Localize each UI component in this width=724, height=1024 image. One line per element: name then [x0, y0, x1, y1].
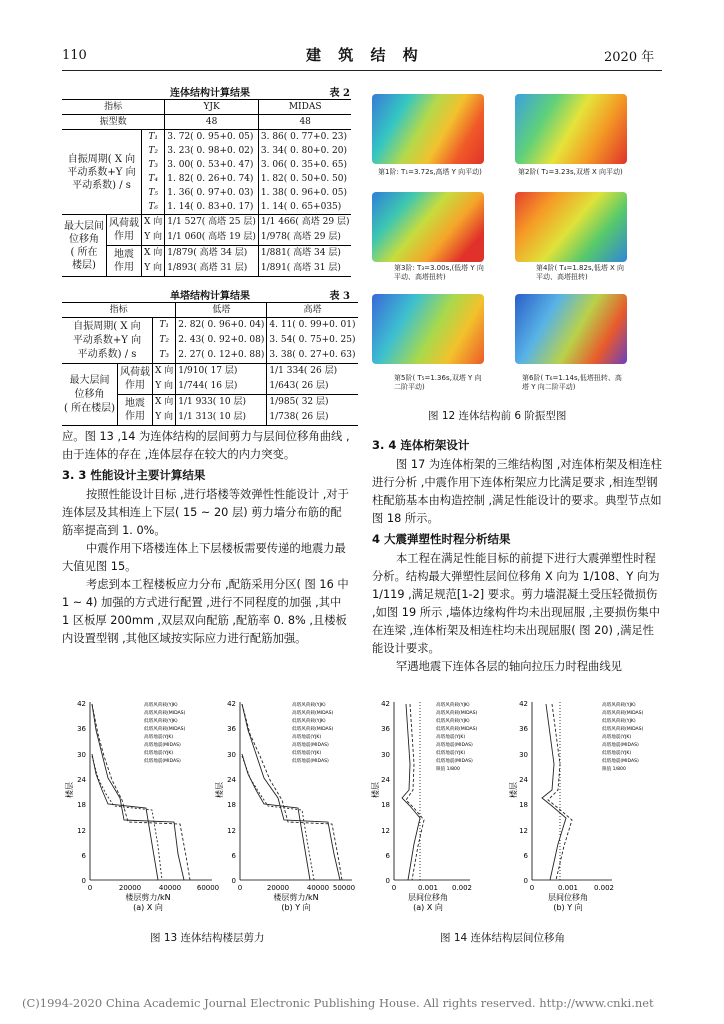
table2-period-midas: 3. 86( 0. 77+0. 23): [260, 131, 347, 142]
fig13a-ytick: 6: [81, 852, 86, 860]
table2-drift-label: 最大层间 位移角 ( 所在 楼层): [62, 215, 107, 277]
table2: [62, 99, 351, 277]
mode-shape-6-image: [515, 294, 627, 364]
fig13b-ytick: 30: [227, 751, 236, 759]
fig13b-legend-item: 高塔风荷载(YJK): [292, 703, 326, 708]
table2-mode-count-label: 振型数: [62, 115, 165, 130]
fig14a-xlabel: 层间位移角: [408, 893, 448, 902]
fig13b-ytick: 12: [227, 827, 236, 835]
table2-period-midas: 1. 38( 0. 96+0. 05): [260, 187, 347, 198]
fig13b-xtick: 40000: [306, 884, 330, 892]
fig13a-ytick: 30: [77, 751, 86, 759]
figure14: [372, 694, 664, 926]
fig13b-ytick: 18: [227, 801, 236, 809]
fig14a-ylabel: 楼层: [371, 782, 380, 798]
mode-label-3: 第3阶: T₃=3.00s,(低塔 Y 向 平动、高塔扭转): [394, 264, 484, 281]
table2-mode-count-yjk: 48: [165, 115, 259, 130]
table3-drift-high: 1/985( 32 层): [269, 397, 329, 407]
copyright-footer: (C)1994-2020 China Academic Journal Electronic Publishing House. All rights reserved. http://www.cnki.net: [22, 996, 654, 1010]
left-paragraph-4: 考虑到本工程楼板应力分布 ,配筋采用分区( 图 16 中 1 ~ 4) 加强的方式进行配置 ,进行不同程度的加强 ,其中 1 区板厚 200mm ,双层双向配筋 ,配筋率 0. 8% ,且楼板内设置型钢 ,其他区域按实际应力进行配筋加强。: [62, 578, 349, 645]
fig14b-ytick: 30: [519, 751, 528, 759]
fig13a-legend-item: 低塔风荷载(YJK): [144, 719, 178, 724]
fig14b-xtick: 0: [529, 884, 535, 892]
table3-drift-dir: Y 向: [152, 410, 175, 426]
fig14a-curve-2: [406, 704, 424, 880]
right-paragraph-1: 图 17 为连体桁架的三维结构图 ,对连体桁架及相连柱进行分析 ,中震作用下连体桁架应力比满足要求 ,相连型钢柱配筋基本由构造控制 ,满足性能设计的要求。典型节点如图 18 所示。: [372, 458, 662, 525]
section-3-4-heading: 3. 4 连体桁架设计: [372, 438, 470, 452]
table2-period-yjk: 3. 23( 0. 98+0. 02): [165, 144, 259, 158]
left-paragraph-2: 按照性能设计目标 ,进行塔楼等效弹性性能设计 ,对于连体层及其相连上下层( 15 ~ 20 层) 剪力墙分布筋的配筋率提高到 1. 0%。: [62, 488, 349, 537]
table2-drift-midas: 1/1 466( 高塔 29 层): [260, 217, 350, 227]
fig14a-legend-item: 高塔风荷载(YJK): [436, 703, 470, 708]
fig13b-legend-item: 低塔地震(YJK): [292, 751, 322, 756]
table3-drift-dir: X 向: [152, 364, 175, 380]
table3-wind-label: 风荷载 作用: [117, 364, 152, 395]
fig13b-legend-item: 低塔风荷载(YJK): [292, 719, 326, 724]
fig14a-ytick: 6: [385, 852, 390, 860]
figure12-caption: 图 12 连体结构前 6 阶振型图: [428, 410, 567, 422]
fig14a-legend-item: 低塔地震(YJK): [436, 751, 466, 756]
table3-drift-low: 1/1 313( 10 层): [176, 410, 267, 426]
fig13b-ytick: 42: [227, 700, 236, 708]
fig13a-ytick: 36: [77, 725, 86, 733]
left-body-text: [62, 428, 352, 648]
fig14b-ytick: 12: [519, 827, 528, 835]
right-paragraph-3: 罕遇地震下连体各层的轴向拉压力时程曲线见: [396, 660, 622, 673]
table2-period-yjk: 3. 72( 0. 95+0. 05): [165, 130, 259, 145]
fig13b-panel: [214, 700, 355, 912]
table3-period-label: 自振周期( X 向 平动系数+Y 向 平动系数) / s: [62, 318, 152, 364]
table2-period-yjk: 1. 14( 0. 83+0. 17): [165, 200, 259, 215]
table3-drift-high: 1/643( 26 层): [269, 381, 329, 391]
fig14a-curve-1: [402, 704, 420, 880]
fig14b-xlabel: 层间位移角: [548, 893, 588, 902]
table2-wind-label: 风荷载 作用: [107, 215, 142, 246]
table3-number: 表 3: [329, 291, 350, 302]
table3-period-low: 2. 82( 0. 96+0. 04): [176, 318, 267, 334]
fig13a-panel: [64, 700, 219, 912]
table3-period-low: 2. 43( 0. 92+0. 08): [176, 333, 267, 348]
fig13b-legend-item: 高塔地震(MIDAS): [292, 743, 329, 748]
figure13-caption: 图 13 连体结构楼层剪力: [150, 932, 265, 944]
fig14b-subcaption: (b) Y 向: [553, 903, 583, 912]
table2-period-midas: 1. 14( 0. 65+035): [260, 201, 342, 212]
right-paragraph-2: 本工程在满足性能目标的前提下进行大震弹塑性时程分析。结构最大弹塑性层间位移角 X 向为 1/108、Y 向为 1/119 ,满足规范[1-2] 要求。剪力墙混凝土受压轻微损伤 ,如图 19 所示 ,墙体边缘构件均未出现屈服 ,主要损伤集中在连梁 ,连体桁架及相连柱均未出现屈服( 图 20) ,满足性能设计要求。: [372, 552, 661, 655]
journal-year: 2020 年: [604, 50, 655, 65]
table2-period-midas: 3. 06( 0. 35+0. 65): [260, 159, 347, 170]
fig13b-ytick: 36: [227, 725, 236, 733]
fig14a-legend-item: 高塔风荷载(MIDAS): [436, 711, 478, 716]
table2-drift-midas: 1/891( 高塔 31 层): [260, 263, 341, 273]
fig13a-xlabel: 楼层剪力/kN: [125, 893, 171, 902]
fig13a-xtick: 60000: [196, 884, 220, 892]
fig14b-ytick: 24: [519, 776, 528, 784]
table2-drift-yjk: 1/1 527( 高塔 25 层): [165, 215, 259, 231]
figure12: [370, 84, 662, 414]
fig14a-ytick: 42: [381, 700, 390, 708]
fig14a-ytick: 30: [381, 751, 390, 759]
table2-drift-dir: X 向: [142, 246, 165, 262]
table2-period-midas: 3. 34( 0. 80+0. 20): [260, 145, 347, 156]
fig14a-legend-item: 低塔风荷载(YJK): [436, 719, 470, 724]
table2-header-midas: MIDAS: [288, 101, 322, 112]
fig13a-legend-item: 高塔地震(YJK): [144, 735, 174, 740]
fig13a-legend-item: 低塔地震(MIDAS): [144, 759, 181, 764]
mode-shape-1-image: [372, 94, 484, 164]
fig13a-legend-item: 低塔地震(YJK): [144, 751, 174, 756]
fig13b-ytick: 0: [231, 877, 236, 885]
table2-drift-yjk: 1/893( 高塔 31 层): [165, 261, 259, 277]
mode-label-5: 第5阶( T₅=1.36s,双塔 Y 向 二阶平动): [394, 374, 482, 391]
fig13b-legend-item: 高塔地震(YJK): [292, 735, 322, 740]
section-3-3-heading: 3. 3 性能设计主要计算结果: [62, 468, 206, 482]
table2-drift-dir: Y 向: [142, 230, 165, 246]
fig14b-ytick: 18: [519, 801, 528, 809]
figure13: [62, 694, 362, 926]
fig14a-legend-item: 高塔地震(MIDAS): [436, 743, 473, 748]
fig13b-legend-item: 高塔风荷载(MIDAS): [292, 711, 334, 716]
table3-drift-low: 1/1 933( 10 层): [176, 395, 267, 411]
table2-period-symbol: T₁: [142, 130, 165, 145]
table2-drift-yjk: 1/1 060( 高塔 19 层): [165, 230, 259, 246]
table3-drift-dir: X 向: [152, 395, 175, 411]
table2-period-yjk: 3. 00( 0. 53+0. 47): [165, 158, 259, 172]
fig14b-legend-item: 低塔地震(YJK): [602, 751, 632, 756]
fig13b-xtick: 20000: [266, 884, 290, 892]
fig13b-ytick: 6: [231, 852, 236, 860]
fig13a-subcaption: (a) X 向: [133, 903, 163, 912]
fig14a-legend-item: 限值 1/800: [436, 767, 460, 772]
table3-drift-dir: Y 向: [152, 379, 175, 395]
right-body-text: [372, 436, 662, 676]
table3-period-symbol: T₃: [152, 348, 175, 364]
table2-quake-label: 地震 作用: [107, 246, 142, 277]
fig13b-curve-4: [242, 756, 314, 880]
fig14a-ytick: 36: [381, 725, 390, 733]
header-rule: [62, 70, 662, 71]
fig14b-ylabel: 楼层: [509, 782, 518, 798]
fig14b-legend-item: 限值 1/800: [602, 767, 626, 772]
table2-drift-dir: Y 向: [142, 261, 165, 277]
mode-label-6: 第6阶( T₆=1.14s,低塔扭转、高 塔 Y 向二阶平动): [522, 374, 622, 391]
fig14b-ytick: 42: [519, 700, 528, 708]
fig14b-panel: [508, 700, 644, 912]
fig13a-legend-item: 高塔地震(MIDAS): [144, 743, 181, 748]
fig13b-ytick: 24: [227, 776, 236, 784]
fig13a-xtick: 0: [87, 884, 93, 892]
mode-label-2: 第2阶( T₂=3.23s,双塔 X 向平动): [518, 168, 623, 176]
table2-drift-dir: X 向: [142, 215, 165, 231]
fig14a-xtick: 0.001: [417, 884, 439, 892]
table2-period-yjk: 1. 82( 0. 26+0. 74): [165, 172, 259, 186]
table3-drift-low: 1/744( 16 层): [176, 379, 267, 395]
fig14a-ytick: 24: [381, 776, 390, 784]
fig14b-xtick: 0.002: [593, 884, 615, 892]
fig13a-ytick: 12: [77, 827, 86, 835]
table3-drift-low: 1/910( 17 层): [176, 364, 267, 380]
fig14a-legend-item: 低塔地震(MIDAS): [436, 759, 473, 764]
table2-drift-midas: 1/978( 高塔 29 层): [260, 232, 341, 242]
fig14b-legend-item: 低塔地震(MIDAS): [602, 759, 639, 764]
table2-header-yjk: YJK: [165, 100, 259, 115]
fig13a-xtick: 40000: [158, 884, 182, 892]
table3-drift-high: 1/1 334( 26 层): [269, 366, 338, 376]
table3-header-high: 高塔: [303, 304, 322, 315]
fig13b-ylabel: 楼层: [215, 782, 224, 798]
left-paragraph-3: 中震作用下塔楼连体上下层楼板需要传递的地震力最大值见图 15。: [62, 542, 346, 573]
table2-period-symbol: T₄: [142, 172, 165, 186]
mode-shape-5-image: [372, 294, 484, 364]
table2-period-label: 自振周期( X 向 平动系数+Y 向 平动系数) / s: [62, 130, 142, 215]
fig14b-legend-item: 高塔风荷载(YJK): [602, 703, 636, 708]
journal-title: 建 筑 结 构: [306, 46, 424, 64]
fig13b-subcaption: (b) Y 向: [281, 903, 311, 912]
table2-period-symbol: T₂: [142, 144, 165, 158]
fig14b-ytick: 6: [523, 852, 528, 860]
fig13b-xtick: 0: [237, 884, 243, 892]
fig14b-legend-item: 高塔风荷载(MIDAS): [602, 711, 644, 716]
table2-period-symbol: T₃: [142, 158, 165, 172]
table2-number: 表 2: [329, 88, 350, 99]
table2-mode-count-midas: 48: [299, 116, 311, 127]
fig13a-ylabel: 楼层: [65, 782, 74, 798]
table3-period-symbol: T₁: [152, 318, 175, 334]
table3-period-high: 3. 54( 0. 75+0. 25): [269, 335, 356, 345]
fig14b-ytick: 36: [519, 725, 528, 733]
table2-period-symbol: T₅: [142, 186, 165, 200]
page-number: 110: [62, 48, 87, 63]
left-paragraph-1: 应。图 13 ,14 为连体结构的层间剪力与层间位移角曲线 ,由于连体的存在 ,连体层存在较大的内力突变。: [62, 430, 350, 461]
table2-caption: 连体结构计算结果: [170, 88, 250, 99]
fig13a-ytick: 0: [81, 877, 86, 885]
table3-quake-label: 地震 作用: [117, 395, 152, 426]
table2-drift-midas: 1/881( 高塔 34 层): [260, 248, 341, 258]
table3-drift-high: 1/738( 26 层): [269, 412, 329, 422]
fig13b-legend-item: 低塔地震(MIDAS): [292, 759, 329, 764]
fig14a-legend-item: 低塔风荷载(MIDAS): [436, 727, 478, 732]
fig14b-xtick: 0.001: [557, 884, 579, 892]
mode-shape-4-image: [515, 192, 627, 262]
fig13a-xtick: 20000: [118, 884, 142, 892]
table3: [62, 302, 358, 426]
table2-period-yjk: 1. 36( 0. 97+0. 03): [165, 186, 259, 200]
fig14a-ytick: 0: [385, 877, 390, 885]
table2-period-midas: 1. 82( 0. 50+0. 50): [260, 173, 347, 184]
table3-period-high: 3. 38( 0. 27+0. 63): [269, 350, 356, 360]
table3-header-low: 低塔: [176, 303, 267, 318]
section-4-heading: 4 大震弹塑性时程分析结果: [372, 532, 511, 546]
table3-period-symbol: T₂: [152, 333, 175, 348]
fig14b-legend-item: 高塔地震(MIDAS): [602, 743, 639, 748]
fig13a-curve-4: [92, 756, 162, 880]
fig14b-legend-item: 低塔风荷载(YJK): [602, 719, 636, 724]
mode-label-4: 第4阶( T₄=1.82s,低塔 X 向 平动、高塔扭转): [536, 264, 625, 281]
fig14a-panel: [370, 700, 478, 912]
fig14a-ytick: 12: [381, 827, 390, 835]
fig14a-xtick: 0: [391, 884, 397, 892]
fig13a-ytick: 24: [77, 776, 86, 784]
fig14b-legend-item: 高塔地震(YJK): [602, 735, 632, 740]
fig14a-subcaption: (a) X 向: [413, 903, 443, 912]
fig13a-legend-item: 高塔风荷载(YJK): [144, 703, 178, 708]
table3-drift-label: 最大层间 位移角 ( 所在楼层): [62, 364, 117, 426]
table2-header-index: 指标: [62, 100, 165, 115]
table3-period-high: 4. 11( 0. 99+0. 01): [269, 320, 356, 330]
fig13b-xlabel: 楼层剪力/kN: [273, 893, 319, 902]
figure14-caption: 图 14 连体结构层间位移角: [440, 932, 566, 944]
fig14a-ytick: 18: [381, 801, 390, 809]
fig14b-legend-item: 低塔风荷载(MIDAS): [602, 727, 644, 732]
fig13b-legend-item: 低塔风荷载(MIDAS): [292, 727, 334, 732]
fig13a-ytick: 18: [77, 801, 86, 809]
fig14a-legend-item: 高塔地震(YJK): [436, 735, 466, 740]
fig14b-ytick: 0: [523, 877, 528, 885]
table3-header-index: 指标: [62, 303, 176, 318]
table3-caption: 单塔结构计算结果: [170, 291, 250, 302]
table2-drift-yjk: 1/879( 高塔 34 层): [165, 246, 259, 262]
mode-shape-3-image: [372, 192, 484, 262]
fig13a-curve-3: [92, 754, 158, 880]
fig13a-legend-item: 低塔风荷载(MIDAS): [144, 727, 186, 732]
mode-label-1: 第1阶: T₁=3.72s,高塔 Y 向平动): [378, 168, 482, 176]
fig13b-xtick: 50000: [332, 884, 356, 892]
fig13a-ytick: 42: [77, 700, 86, 708]
mode-shape-2-image: [515, 94, 627, 164]
fig14a-xtick: 0.002: [451, 884, 473, 892]
table3-period-low: 2. 27( 0. 12+0. 88): [176, 348, 267, 364]
table2-period-symbol: T₆: [142, 200, 165, 215]
fig13b-curve-3: [242, 754, 310, 880]
fig13a-legend-item: 高塔风荷载(MIDAS): [144, 711, 186, 716]
